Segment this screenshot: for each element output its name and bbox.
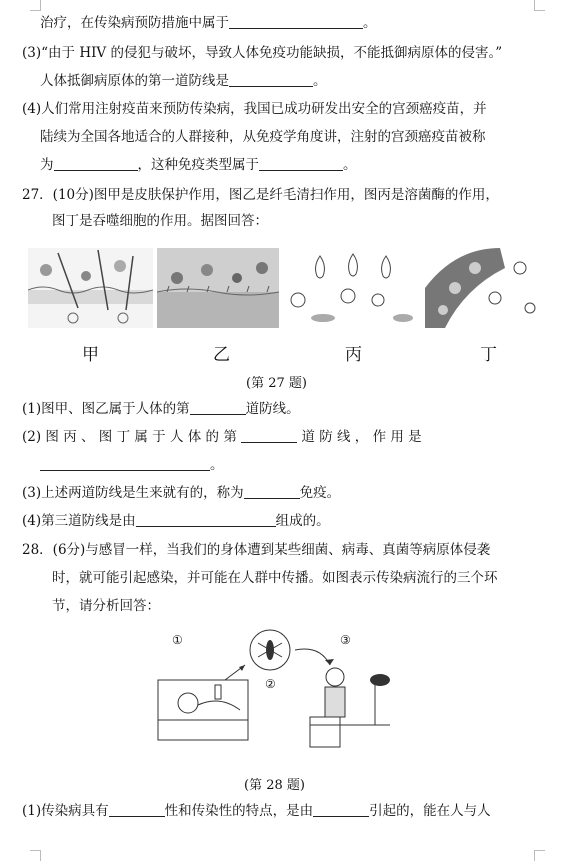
text-line — [52, 212, 268, 230]
text: (3)上述两道防线是生来就有的，称为 — [22, 485, 244, 501]
answer-blank[interactable] — [229, 15, 363, 29]
answer-blank[interactable] — [313, 803, 369, 817]
text-line — [52, 597, 160, 615]
corner-mark — [30, 850, 41, 861]
question-4-line — [22, 100, 487, 118]
skin-illustration — [28, 248, 153, 328]
text: (1)图甲、图乙属于人体的第 — [22, 401, 190, 417]
figure-28-caption: (第 28 题) — [244, 778, 305, 793]
figure-panel-lysozyme — [283, 248, 421, 328]
text: 陆续为全国各地适合的人群接种，从免疫学角度讲，注射的宫颈癌疫苗被称 — [40, 129, 486, 145]
answer-blank[interactable] — [244, 485, 300, 499]
text: 治疗，在传染病预防措施中属于 — [40, 15, 229, 31]
marker-3: ③ — [340, 633, 351, 647]
answer-blank[interactable] — [190, 401, 246, 415]
answer-blank[interactable] — [241, 429, 297, 443]
corner-mark — [534, 0, 545, 11]
disease-transmission-illustration — [150, 625, 410, 760]
text-line — [40, 128, 486, 146]
text: 性和传染性的特点，是由 — [164, 803, 314, 819]
text: 道 防 线 ， 作 用 是 — [301, 429, 422, 445]
text: 27．(10分)图甲是皮肤保护作用，图乙是纤毛清扫作用，图丙是溶菌酶的作用， — [22, 187, 499, 203]
question-27-line — [22, 186, 499, 204]
text: (1)传染病具有 — [22, 803, 109, 819]
answer-blank[interactable] — [259, 157, 343, 171]
figure-28 — [150, 625, 410, 760]
text: 道防线。 — [245, 401, 300, 417]
text: (4)第三道防线是由 — [22, 513, 136, 529]
answer-blank[interactable] — [40, 457, 210, 471]
corner-mark — [30, 0, 41, 11]
answer-blank[interactable] — [229, 73, 313, 87]
text: 28．(6分)与感冒一样，当我们的身体遭到某些细菌、病毒、真菌等病原体侵袭 — [22, 542, 491, 558]
question-28-line — [22, 541, 490, 559]
text-line — [40, 156, 357, 174]
corner-mark — [534, 850, 545, 861]
question-3-line — [22, 44, 502, 62]
text-line — [40, 14, 377, 32]
text: 节，请分析回答： — [52, 598, 160, 614]
question-27-3 — [22, 484, 340, 502]
text: 引起的，能在人与人 — [369, 803, 491, 819]
figure-label-jia: 甲 — [82, 345, 99, 365]
answer-blank[interactable] — [54, 157, 138, 171]
figure-27-caption: (第 27 题) — [246, 376, 307, 391]
marker-1: ① — [172, 633, 183, 647]
text: 图丁是吞噬细胞的作用。据图回答： — [52, 213, 268, 229]
question-27-2 — [22, 428, 422, 446]
text: 组成的。 — [275, 513, 330, 529]
figure-label-bing: 丙 — [345, 345, 362, 365]
text: 免疫。 — [299, 485, 341, 501]
question-28-1 — [22, 802, 491, 820]
question-27-4 — [22, 512, 330, 530]
cilia-illustration — [157, 248, 279, 328]
text-line — [40, 72, 327, 90]
figure-label-ding: 丁 — [480, 345, 497, 365]
figure-panel-cilia — [157, 248, 279, 328]
answer-blank[interactable] — [136, 513, 276, 527]
text: (3)“由于 HIV 的侵犯与破坏，导致人体免疫功能缺损，不能抵御病原体的侵害。” — [22, 45, 503, 61]
text: ，这种免疫类型属于 — [137, 157, 259, 173]
text: 人体抵御病原体的第一道防线是 — [40, 73, 229, 89]
text-line — [40, 456, 224, 474]
question-27-1 — [22, 400, 300, 418]
text: (4)人们常用注射疫苗来预防传染病，我国已成功研发出安全的宫颈癌疫苗，并 — [22, 101, 487, 117]
phagocyte-illustration — [425, 248, 550, 328]
marker-2: ② — [265, 677, 276, 691]
text-line — [52, 569, 498, 587]
text: 。 — [313, 73, 327, 89]
text: 。 — [363, 15, 377, 31]
text: (2) 图 丙 、 图 丁 属 于 人 体 的 第 — [22, 429, 237, 445]
text: 为 — [40, 157, 54, 173]
lysozyme-illustration — [283, 248, 421, 328]
text: 时，就可能引起感染，并可能在人群中传播。如图表示传染病流行的三个环 — [52, 570, 498, 586]
figure-panel-skin — [28, 248, 153, 328]
text: 。 — [343, 157, 357, 173]
text: 。 — [210, 457, 224, 473]
figure-label-yi: 乙 — [213, 345, 230, 365]
figure-panel-phagocyte — [425, 248, 550, 328]
answer-blank[interactable] — [109, 803, 165, 817]
